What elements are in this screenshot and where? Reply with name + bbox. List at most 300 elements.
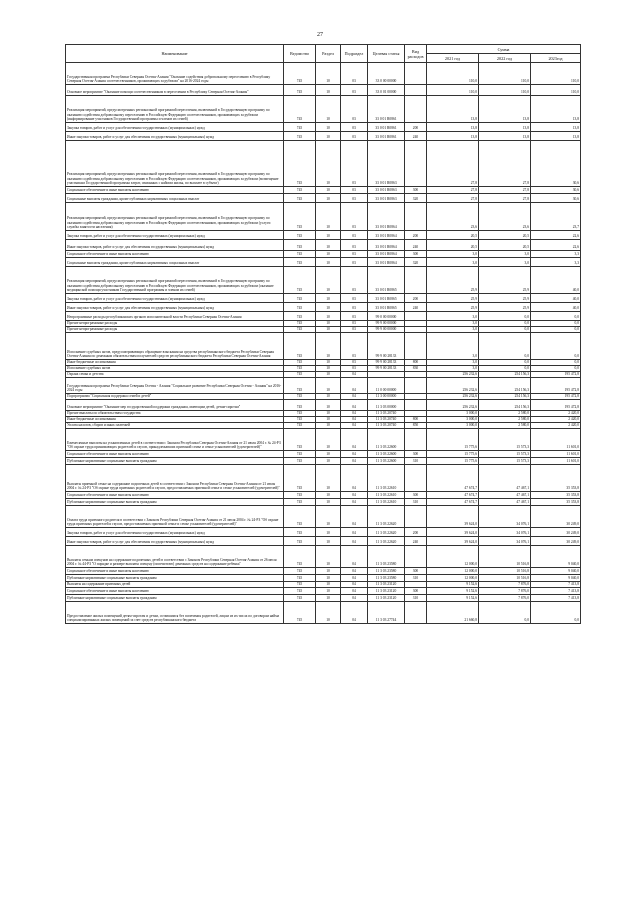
cell-2021: 110,0 xyxy=(427,63,479,85)
cell-2021: 256 232,6 xyxy=(427,372,479,378)
table-row xyxy=(66,506,581,528)
cell-exp-type xyxy=(405,85,427,96)
cell-dept: 745 xyxy=(284,451,316,458)
cell-2022: 3,0 xyxy=(479,251,531,258)
cell-dept: 745 xyxy=(284,537,316,546)
cell-2022: 0,0 xyxy=(479,321,531,327)
cell-subsection: 03 xyxy=(341,203,368,231)
cell-name: Иные закупки товаров, работ и услуг для обеспечения государственных (муниципальных) нужд xyxy=(66,303,284,312)
cell-2023: 195 472,8 xyxy=(531,378,581,394)
cell-target: 99 9 00 00000 xyxy=(368,321,405,327)
cell-target: 33 0 01 R0865 xyxy=(368,267,405,294)
cell-subsection: 04 xyxy=(341,537,368,546)
cell-name: Государственная программа Республики Северная Осетия - Алания "Социальное развитие Республики Северная Осетия - Алания" на 2016-2024 годы xyxy=(66,378,284,394)
cell-2022: 0,0 xyxy=(479,312,531,321)
cell-2022: 15 573,3 xyxy=(479,458,531,465)
cell-2021: 23,6 xyxy=(427,203,479,231)
cell-target: 11 3 03 22610 xyxy=(368,499,405,506)
cell-exp-type: 320 xyxy=(405,194,427,203)
cell-dept: 745 xyxy=(284,303,316,312)
cell-name: Социальное обеспечение и иные выплаты населению xyxy=(66,187,284,194)
cell-2022: 47 467,1 xyxy=(479,499,531,506)
cell-2023: 40,0 xyxy=(531,294,581,303)
cell-2023: 35 353,8 xyxy=(531,465,581,492)
cell-dept: 745 xyxy=(284,294,316,303)
cell-2022: 20,5 xyxy=(479,231,531,240)
cell-exp-type: 320 xyxy=(405,258,427,267)
cell-name: Охрана семьи и детства xyxy=(66,372,284,378)
cell-target: 11 3 03 23120 xyxy=(368,582,405,588)
cell-2022: 110,0 xyxy=(479,85,531,96)
cell-dept: 745 xyxy=(284,400,316,411)
table-row xyxy=(66,602,581,624)
cell-2023: 0,0 xyxy=(531,333,581,360)
table-row xyxy=(66,333,581,360)
cell-subsection: 04 xyxy=(341,588,368,595)
cell-exp-type xyxy=(405,465,427,492)
cell-2021: 3,0 xyxy=(427,360,479,366)
cell-subsection: 04 xyxy=(341,582,368,588)
cell-exp-type: 800 xyxy=(405,360,427,366)
cell-2022: 7 876,0 xyxy=(479,588,531,595)
cell-2023: 0,0 xyxy=(531,321,581,327)
cell-name: Иные бюджетные ассигнования xyxy=(66,360,284,366)
cell-2023: 195 472,8 xyxy=(531,400,581,411)
cell-2023: 0,0 xyxy=(531,312,581,321)
cell-section: 10 xyxy=(316,537,341,546)
cell-name: Предоставление жилых помещений детям-сиротам и детям, оставшимся без попечения родителей, лицам из их числа по договорам найма специализированных жилых помещений за счет средств республиканского бюджета xyxy=(66,602,284,624)
cell-subsection: 03 xyxy=(341,96,368,123)
cell-name: Публичные нормативные социальные выплаты гражданам xyxy=(66,595,284,602)
cell-dept: 745 xyxy=(284,366,316,372)
cell-exp-type: 300 xyxy=(405,568,427,575)
header-name: Наименование xyxy=(66,45,284,63)
cell-2021: 3,0 xyxy=(427,327,479,333)
table-row xyxy=(66,429,581,451)
cell-2023: 7 413,8 xyxy=(531,595,581,602)
cell-subsection: 03 xyxy=(341,187,368,194)
cell-exp-type xyxy=(405,63,427,85)
cell-2021: 15 775,6 xyxy=(427,458,479,465)
cell-dept: 745 xyxy=(284,582,316,588)
cell-2023: 2 420,0 xyxy=(531,417,581,423)
cell-section: 10 xyxy=(316,568,341,575)
cell-2022: 13,8 xyxy=(479,96,531,123)
cell-exp-type: 240 xyxy=(405,240,427,251)
cell-2023: 3,3 xyxy=(531,251,581,258)
header-subsection: Подраздел xyxy=(341,45,368,63)
cell-2023: 11 601,0 xyxy=(531,429,581,451)
cell-2022: 27,8 xyxy=(479,194,531,203)
cell-exp-type: 240 xyxy=(405,132,427,141)
cell-target: 33 0 01 R0864 xyxy=(368,203,405,231)
cell-dept: 745 xyxy=(284,417,316,423)
cell-2021: 27,8 xyxy=(427,141,479,187)
cell-section: 10 xyxy=(316,312,341,321)
cell-2022: 0,0 xyxy=(479,333,531,360)
cell-dept: 745 xyxy=(284,588,316,595)
cell-name: Закупка товаров, работ и услуг для обеспечения государственных (муниципальных) нужд xyxy=(66,231,284,240)
cell-2021: 27,8 xyxy=(427,194,479,203)
table-row xyxy=(66,187,581,194)
cell-target: 11 3 03 22610 xyxy=(368,492,405,499)
table-row xyxy=(66,378,581,394)
cell-dept: 745 xyxy=(284,123,316,132)
cell-2021: 13,8 xyxy=(427,96,479,123)
cell-target: 11 3 03 23120 xyxy=(368,595,405,602)
table-row xyxy=(66,458,581,465)
cell-2023: 30,6 xyxy=(531,187,581,194)
table-row xyxy=(66,194,581,203)
header-2023: 2023год xyxy=(531,54,581,63)
table-row xyxy=(66,251,581,258)
cell-subsection: 03 xyxy=(341,240,368,251)
cell-name: Прочие выплаты по обязательствам государства xyxy=(66,411,284,417)
cell-name: Прочие непрограммные расходы xyxy=(66,327,284,333)
cell-dept: 745 xyxy=(284,465,316,492)
table-row xyxy=(66,267,581,294)
cell-dept: 745 xyxy=(284,411,316,417)
cell-2022: 3,0 xyxy=(479,258,531,267)
cell-2022: 0,0 xyxy=(479,327,531,333)
cell-target: 99 0 00 00000 xyxy=(368,312,405,321)
header-exp-type: Вид расходов xyxy=(405,45,427,63)
cell-target: 33 0 01 R0865 xyxy=(368,303,405,312)
cell-2021: 3,0 xyxy=(427,366,479,372)
cell-target: 11 3 03 23120 xyxy=(368,588,405,595)
cell-2023: 9 040,0 xyxy=(531,546,581,568)
cell-2021: 110,0 xyxy=(427,85,479,96)
cell-target: 33 0 01 R0861 xyxy=(368,123,405,132)
cell-section: 10 xyxy=(316,528,341,537)
cell-2021: 3 000,0 xyxy=(427,411,479,417)
header-sum: Сумма xyxy=(427,45,581,54)
cell-target: 11 3 03 22600 xyxy=(368,429,405,451)
cell-2021: 47 674,7 xyxy=(427,499,479,506)
cell-dept: 745 xyxy=(284,85,316,96)
cell-2021: 47 674,7 xyxy=(427,465,479,492)
cell-subsection: 03 xyxy=(341,123,368,132)
cell-2022: 2 580,0 xyxy=(479,417,531,423)
cell-name: Государственная программа Республики Северная Осетия-Алания "Оказание содействия добровольному переселению в Республику Северная Осетия-Алания соотечественников, проживающих за рубежом" на 2016-2024 годы xyxy=(66,63,284,85)
cell-subsection: 04 xyxy=(341,429,368,451)
cell-subsection: 03 xyxy=(341,141,368,187)
cell-2022: 20,5 xyxy=(479,240,531,251)
cell-2023: 30 249,0 xyxy=(531,506,581,528)
cell-exp-type: 310 xyxy=(405,458,427,465)
cell-2022: 10 516,8 xyxy=(479,568,531,575)
cell-dept: 745 xyxy=(284,327,316,333)
cell-target: 99 9 00 28133 xyxy=(368,333,405,360)
cell-2023: 2 420,0 xyxy=(531,423,581,429)
cell-2021: 3,0 xyxy=(427,321,479,327)
cell-exp-type: 310 xyxy=(405,595,427,602)
cell-2021: 20,5 xyxy=(427,231,479,240)
cell-2023: 0,0 xyxy=(531,360,581,366)
cell-2022: 2 580,0 xyxy=(479,423,531,429)
cell-2023: 9 040,0 xyxy=(531,568,581,575)
cell-2021: 12 000,0 xyxy=(427,568,479,575)
cell-dept: 745 xyxy=(284,132,316,141)
cell-target: 11 3 03 20740 xyxy=(368,411,405,417)
cell-subsection: 03 xyxy=(341,251,368,258)
cell-2022: 23,6 xyxy=(479,203,531,231)
cell-2023: 30,6 xyxy=(531,141,581,187)
cell-2021: 25,9 xyxy=(427,267,479,294)
cell-subsection: 04 xyxy=(341,372,368,378)
cell-exp-type xyxy=(405,378,427,394)
cell-dept: 745 xyxy=(284,602,316,624)
table-body xyxy=(66,63,581,624)
cell-2022: 25,9 xyxy=(479,267,531,294)
cell-subsection: 04 xyxy=(341,492,368,499)
cell-subsection: 03 xyxy=(341,294,368,303)
cell-subsection: 04 xyxy=(341,378,368,394)
cell-target: 33 0 01 R0863 xyxy=(368,141,405,187)
cell-2022: 13,8 xyxy=(479,123,531,132)
cell-subsection: 04 xyxy=(341,506,368,528)
cell-2021: 256 232,6 xyxy=(427,400,479,411)
cell-2021: 39 624,0 xyxy=(427,506,479,528)
cell-subsection: 04 xyxy=(341,451,368,458)
cell-2021: 12 000,0 xyxy=(427,546,479,568)
cell-target: 33 0 01 R0864 xyxy=(368,258,405,267)
cell-exp-type: 310 xyxy=(405,575,427,582)
cell-target: 99 9 00 28133 xyxy=(368,360,405,366)
table-row xyxy=(66,537,581,546)
cell-2022: 7 876,0 xyxy=(479,582,531,588)
cell-exp-type: 200 xyxy=(405,123,427,132)
cell-name: Иные закупки товаров, работ и услуг для обеспечения государственных (муниципальных) нужд xyxy=(66,240,284,251)
cell-2023: 110,0 xyxy=(531,85,581,96)
cell-section: 10 xyxy=(316,194,341,203)
cell-2022: 254 156,3 xyxy=(479,400,531,411)
cell-section: 10 xyxy=(316,96,341,123)
table-row xyxy=(66,595,581,602)
cell-exp-type: 310 xyxy=(405,499,427,506)
cell-subsection: 03 xyxy=(341,303,368,312)
table-row xyxy=(66,141,581,187)
cell-2023: 195 472,8 xyxy=(531,372,581,378)
cell-2022: 10 516,8 xyxy=(479,575,531,582)
cell-exp-type: 200 xyxy=(405,294,427,303)
cell-2021: 3 000,0 xyxy=(427,417,479,423)
table-row xyxy=(66,465,581,492)
cell-name: Реализация мероприятий, предусмотренных региональной программой переселения, включенной в Государственную программу по оказанию содействия добровольному переселению в Российскую Федерацию соотечественников, проживающих за рубежом (оказание медицинской помощи участникам Государственной программы и членам их семей) xyxy=(66,267,284,294)
cell-target: 11 3 03 23580 xyxy=(368,568,405,575)
cell-2021: 25,9 xyxy=(427,294,479,303)
cell-exp-type xyxy=(405,429,427,451)
cell-section: 10 xyxy=(316,327,341,333)
cell-2023: 30 249,0 xyxy=(531,528,581,537)
cell-dept: 745 xyxy=(284,251,316,258)
cell-2023: 9 040,0 xyxy=(531,575,581,582)
table-row xyxy=(66,575,581,582)
cell-exp-type: 800 xyxy=(405,417,427,423)
cell-2021: 9 152,6 xyxy=(427,588,479,595)
cell-section: 10 xyxy=(316,132,341,141)
cell-dept: 745 xyxy=(284,203,316,231)
cell-exp-type xyxy=(405,96,427,123)
cell-subsection: 04 xyxy=(341,602,368,624)
cell-2023: 22,6 xyxy=(531,231,581,240)
cell-2021: 3,0 xyxy=(427,333,479,360)
cell-2023: 110,0 xyxy=(531,63,581,85)
cell-dept: 745 xyxy=(284,194,316,203)
cell-name: Подпрограмма "Социальная поддержка семей и детей" xyxy=(66,394,284,400)
cell-2022: 34 076,1 xyxy=(479,506,531,528)
cell-section: 10 xyxy=(316,458,341,465)
cell-target: 11 3 03 23580 xyxy=(368,546,405,568)
cell-2023: 11 601,0 xyxy=(531,458,581,465)
cell-exp-type: 200 xyxy=(405,231,427,240)
cell-2023: 0,0 xyxy=(531,327,581,333)
cell-subsection: 03 xyxy=(341,321,368,327)
cell-section: 10 xyxy=(316,394,341,400)
cell-dept: 745 xyxy=(284,258,316,267)
budget-table xyxy=(65,44,581,624)
cell-exp-type xyxy=(405,141,427,187)
cell-2022: 7 876,0 xyxy=(479,595,531,602)
cell-section: 10 xyxy=(316,429,341,451)
table-row xyxy=(66,400,581,411)
cell-exp-type: 240 xyxy=(405,537,427,546)
cell-subsection: 04 xyxy=(341,595,368,602)
cell-exp-type xyxy=(405,267,427,294)
cell-2023: 23,7 xyxy=(531,203,581,231)
cell-2021: 20,5 xyxy=(427,240,479,251)
cell-2022: 27,8 xyxy=(479,187,531,194)
cell-section: 10 xyxy=(316,240,341,251)
cell-name: Социальное обеспечение и иные выплаты населению xyxy=(66,251,284,258)
cell-name: Выплаты на содержание приемных детей xyxy=(66,582,284,588)
cell-subsection: 03 xyxy=(341,312,368,321)
cell-section: 10 xyxy=(316,411,341,417)
cell-name: Иные закупки товаров, работ и услуг для обеспечения государственных (муниципальных) нужд xyxy=(66,537,284,546)
cell-2023: 13,8 xyxy=(531,132,581,141)
cell-exp-type xyxy=(405,312,427,321)
cell-2021: 39 624,0 xyxy=(427,528,479,537)
cell-2022: 254 156,3 xyxy=(479,378,531,394)
cell-dept: 745 xyxy=(284,423,316,429)
cell-name: Оплата труда приемного родителя в соответствии с Законом Республики Северная Осетия-Алания от 21 июля 2004 г. № 24-РЗ "Об охране труда приемных родителей и гаусов, предоставляемых приемной семье и семье усыновителей (удочерителей)" xyxy=(66,506,284,528)
cell-section: 10 xyxy=(316,417,341,423)
cell-section: 10 xyxy=(316,465,341,492)
cell-2023: 35 353,8 xyxy=(531,499,581,506)
cell-name: Исполнение судебных актов, предусматривающих обращение взыскания на средства республиканского бюджета Республики Северная Осетия-Алания по денежным обязательствам получателей средств республиканского бюджета Республики Северная Осетия-Алания xyxy=(66,333,284,360)
cell-2023: 195 472,8 xyxy=(531,394,581,400)
cell-dept: 745 xyxy=(284,499,316,506)
cell-2021: 13,8 xyxy=(427,132,479,141)
cell-2022: 25,9 xyxy=(479,294,531,303)
cell-dept: 745 xyxy=(284,333,316,360)
header-2021: 2021 год xyxy=(427,54,479,63)
cell-target: 11 3 03 22620 xyxy=(368,528,405,537)
cell-dept: 745 xyxy=(284,546,316,568)
cell-section: 10 xyxy=(316,378,341,394)
cell-target: 11 3 03 22620 xyxy=(368,537,405,546)
cell-2021: 3,0 xyxy=(427,258,479,267)
cell-dept: 745 xyxy=(284,394,316,400)
cell-subsection: 03 xyxy=(341,360,368,366)
cell-2022: 0,0 xyxy=(479,602,531,624)
cell-2021: 3,0 xyxy=(427,312,479,321)
cell-name: Социальное обеспечение и иные выплаты населению xyxy=(66,568,284,575)
cell-section: 10 xyxy=(316,203,341,231)
table-row xyxy=(66,96,581,123)
header-dept: Ведомство xyxy=(284,45,316,63)
header-2022: 2022 год xyxy=(479,54,531,63)
cell-section: 10 xyxy=(316,546,341,568)
cell-target: 11 3 03 20740 xyxy=(368,417,405,423)
cell-exp-type xyxy=(405,333,427,360)
cell-subsection: 03 xyxy=(341,231,368,240)
cell-subsection: 04 xyxy=(341,411,368,417)
cell-name: Закупка товаров, работ и услуг для обеспечения государственных (муниципальных) нужд xyxy=(66,294,284,303)
cell-subsection: 03 xyxy=(341,85,368,96)
table-row xyxy=(66,499,581,506)
cell-subsection: 03 xyxy=(341,63,368,85)
cell-name: Социальные выплаты гражданам, кроме публичных нормативных социальных выплат xyxy=(66,258,284,267)
cell-exp-type xyxy=(405,602,427,624)
cell-section: 10 xyxy=(316,575,341,582)
cell-2022: 47 467,1 xyxy=(479,465,531,492)
cell-section: 10 xyxy=(316,499,341,506)
cell-2022: 2 580,0 xyxy=(479,411,531,417)
cell-subsection: 04 xyxy=(341,499,368,506)
cell-exp-type xyxy=(405,506,427,528)
cell-2021: 13,8 xyxy=(427,123,479,132)
cell-2022: 47 467,1 xyxy=(479,492,531,499)
table-row xyxy=(66,203,581,231)
cell-section: 10 xyxy=(316,251,341,258)
table-row xyxy=(66,231,581,240)
cell-dept: 745 xyxy=(284,458,316,465)
cell-dept: 745 xyxy=(284,372,316,378)
table-row xyxy=(66,303,581,312)
cell-2021: 3 000,0 xyxy=(427,423,479,429)
cell-section: 10 xyxy=(316,492,341,499)
cell-target: 11 3 03 20740 xyxy=(368,423,405,429)
cell-name: Реализация мероприятий, предусмотренных региональной программой переселения, включенной в Государственную программу по оказанию содействия добровольному переселению в Российскую Федерацию соотечественников, проживающих за рубежом (возмещение участникам Государственной программы затрат, связанных с наймом жилья, по выплате в субъект) xyxy=(66,141,284,187)
header-section: Раздел xyxy=(316,45,341,63)
cell-name: Публичные нормативные социальные выплаты гражданам xyxy=(66,575,284,582)
cell-name: Уплата налогов, сборов и иных платежей xyxy=(66,423,284,429)
cell-exp-type: 300 xyxy=(405,588,427,595)
table-row xyxy=(66,123,581,132)
cell-section: 10 xyxy=(316,595,341,602)
cell-2022: 0,0 xyxy=(479,360,531,366)
cell-subsection: 03 xyxy=(341,267,368,294)
cell-target: 33 0 01 R0861 xyxy=(368,96,405,123)
cell-2023: 40,0 xyxy=(531,267,581,294)
cell-target: 11 3 03 23580 xyxy=(368,575,405,582)
cell-section: 10 xyxy=(316,451,341,458)
cell-dept: 745 xyxy=(284,63,316,85)
cell-2022: 25,9 xyxy=(479,303,531,312)
cell-name: Иные бюджетные ассигнования xyxy=(66,417,284,423)
cell-2023: 7 413,8 xyxy=(531,582,581,588)
table-row xyxy=(66,546,581,568)
cell-name: Публичные нормативные социальные выплаты гражданам xyxy=(66,499,284,506)
cell-subsection: 03 xyxy=(341,366,368,372)
cell-2021: 47 674,7 xyxy=(427,492,479,499)
cell-section: 10 xyxy=(316,372,341,378)
cell-2023: 3,3 xyxy=(531,258,581,267)
table-row xyxy=(66,312,581,321)
table-row xyxy=(66,132,581,141)
cell-target: 11 3 03 22620 xyxy=(368,506,405,528)
